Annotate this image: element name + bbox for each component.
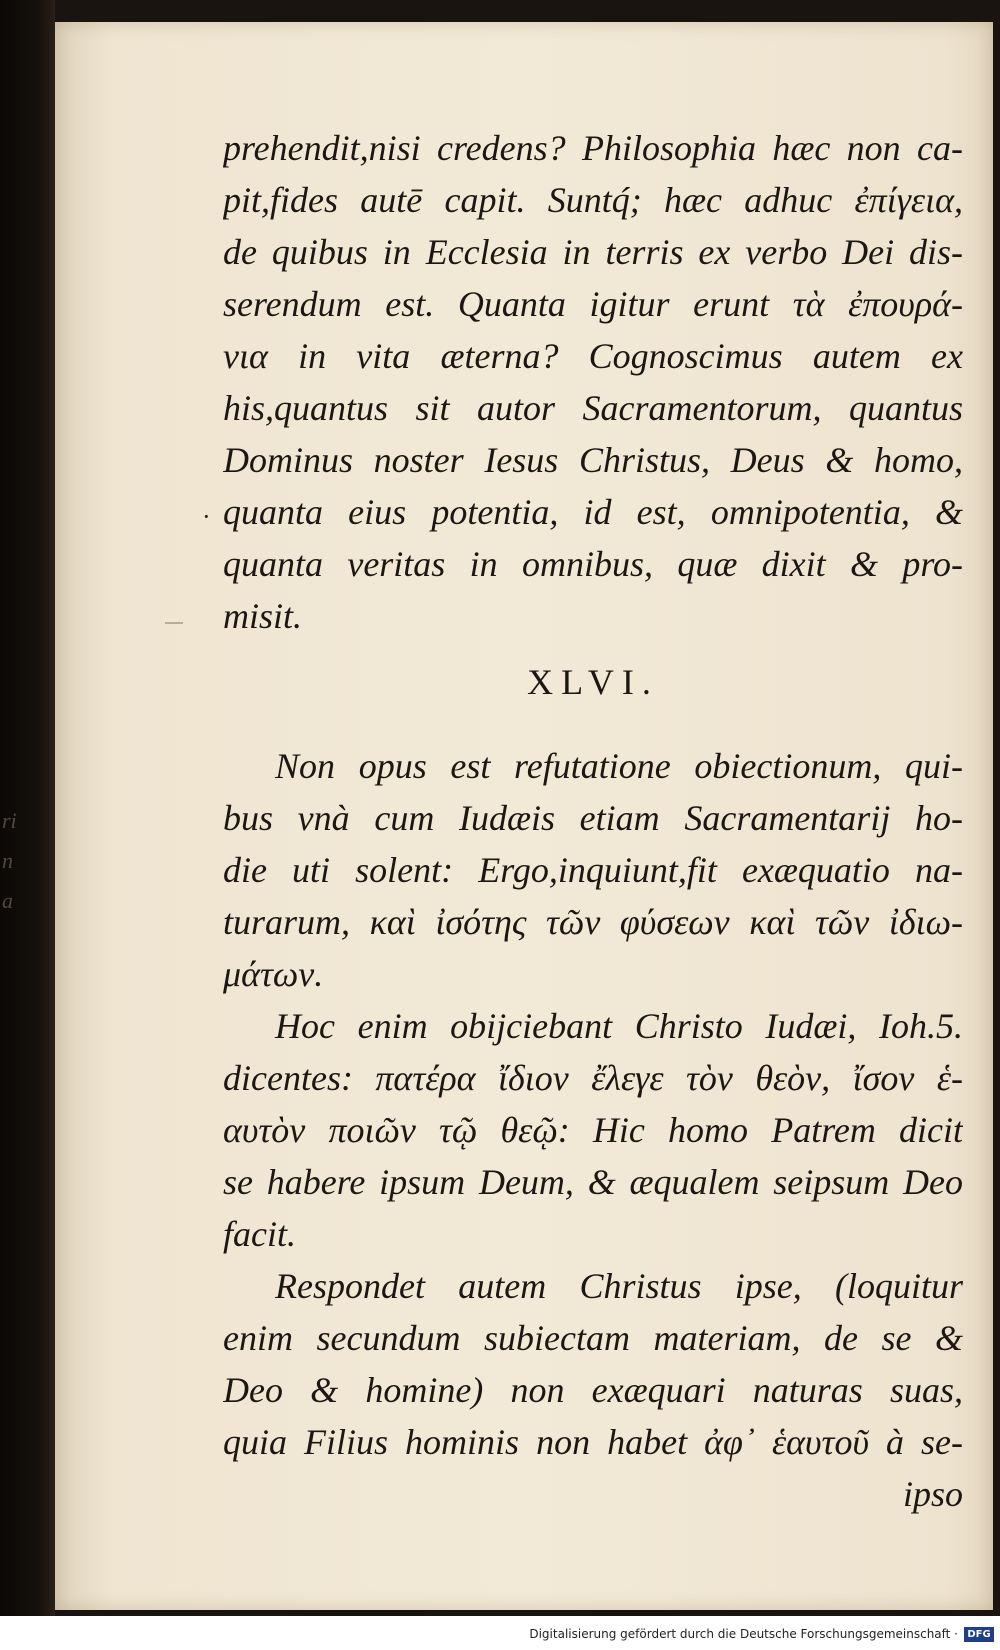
text-line: enim secundum subiectam materiam, de se & — [223, 1318, 963, 1358]
dfg-logo: DFG — [964, 1627, 994, 1642]
adjacent-page-edge — [0, 0, 55, 1650]
text-line: bus vnà cum Iudæis etiam Sacramentarij ho- — [223, 798, 963, 838]
digitization-footer — [0, 1616, 1000, 1650]
section-heading: XLVI. — [527, 662, 659, 702]
page-text — [223, 122, 963, 1520]
text-line: μάτων. — [223, 954, 324, 994]
text-line: νια in vita æterna? Cognoscimus autem ex — [223, 336, 963, 376]
text-line: his,quantus sit autor Sacramentorum, quantus — [223, 388, 963, 428]
text-line: pit,fides autē capit. Suntq́; hæc adhuc ἐπίγεια, — [223, 180, 963, 220]
text-line: Dominus noster Iesus Christus, Deus & homo, — [223, 440, 963, 480]
paragraph-objections — [223, 740, 963, 1468]
catchword: ipso — [902, 1474, 963, 1514]
margin-mark: · — [202, 502, 211, 531]
text-line: Respondet autem Christus ipse, (loquitur — [275, 1266, 963, 1306]
text-line: quia Filius hominis non habet ἀφ᾽ ἑαυτοῦ à se- — [223, 1422, 963, 1462]
text-line: serendum est. Quanta igitur erunt τὰ ἐπουρά- — [223, 284, 963, 324]
paragraph-continuation — [223, 122, 963, 642]
text-line: Deo & homine) non exæquari naturas suas, — [223, 1370, 963, 1410]
text-line: Non opus est refutatione obiectionum, qui- — [275, 746, 963, 786]
text-line: se habere ipsum Deum, & æqualem seipsum Deo — [223, 1162, 963, 1202]
book-page — [55, 22, 993, 1610]
text-line: quanta veritas in omnibus, quæ dixit & pro- — [223, 544, 963, 584]
edge-fragment: a — [2, 888, 13, 913]
edge-fragment: ri — [2, 808, 17, 833]
margin-dash — [165, 622, 183, 624]
text-line: αυτὸν ποιῶν τῷ θεῷ: Hic homo Patrem dicit — [223, 1110, 963, 1150]
text-line: Hoc enim obijciebant Christo Iudæi, Ioh.5. — [275, 1006, 963, 1046]
edge-fragment: n — [2, 848, 13, 873]
text-line: facit. — [223, 1214, 296, 1254]
footer-credit: Digitalisierung gefördert durch die Deutsche Forschungsgemeinschaft · — [529, 1627, 958, 1641]
text-line: prehendit,nisi credens? Philosophia hæc non ca- — [223, 128, 963, 168]
text-line: dicentes: πατέρα ἴδιον ἔλεγε τὸν θεὸν, ἴσον ἑ- — [223, 1058, 963, 1098]
text-line: die uti solent: Ergo,inquiunt,fit exæquatio na- — [223, 850, 963, 890]
text-line: misit. — [223, 596, 303, 636]
text-line: turarum, καὶ ἰσότης τῶν φύσεων καὶ τῶν ἰδιω- — [223, 902, 963, 942]
text-line: quanta eius potentia, id est, omnipotentia, & — [223, 492, 963, 532]
text-line: de quibus in Ecclesia in terris ex verbo Dei dis- — [223, 232, 963, 272]
